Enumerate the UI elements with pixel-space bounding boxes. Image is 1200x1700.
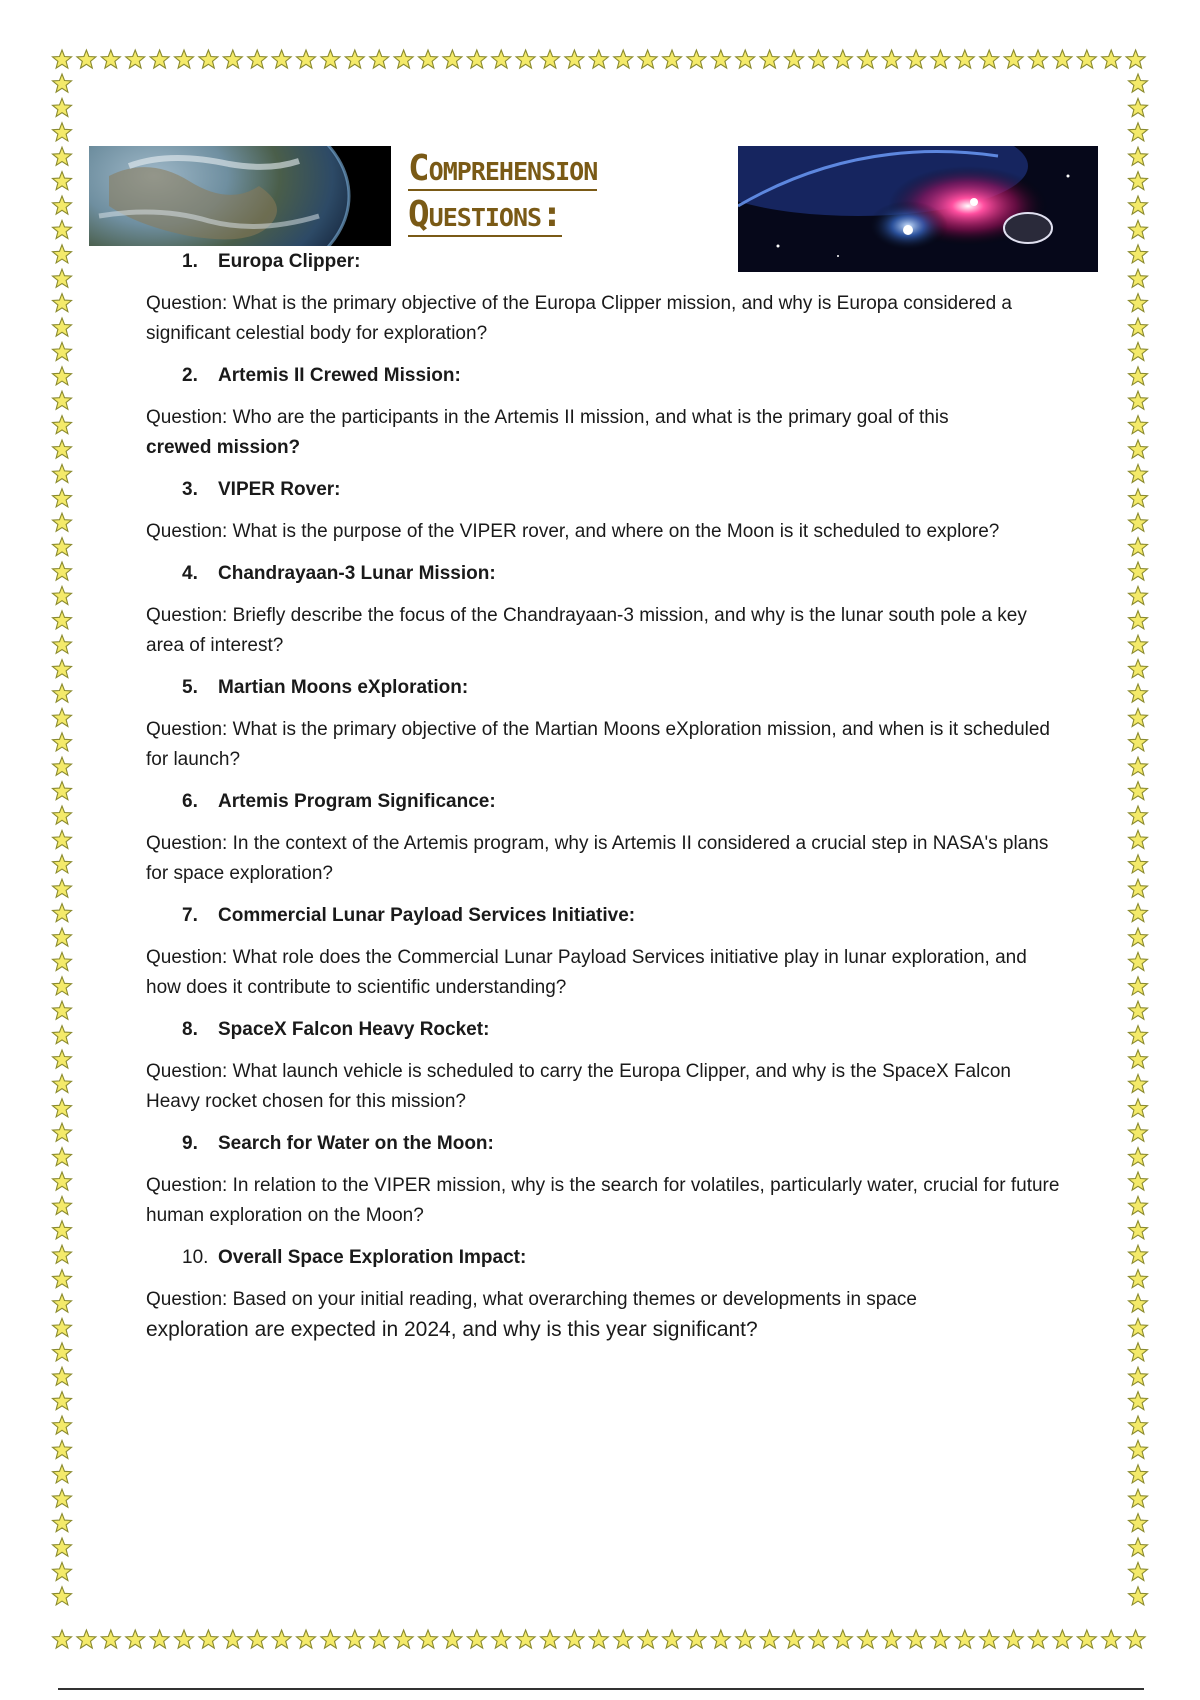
border-star-icon (53, 1465, 72, 1483)
border-star-icon (53, 513, 72, 531)
item-heading: SpaceX Falcon Heavy Rocket: (218, 1019, 490, 1040)
item-question-large: exploration are expected in 2024, and why is this year significant? (146, 1318, 758, 1341)
border-star-icon (53, 74, 72, 92)
border-star-icon (175, 50, 194, 68)
border-star-icon (638, 1630, 657, 1648)
star-border-left (50, 72, 74, 1628)
border-star-icon (1129, 1026, 1148, 1044)
item-question: Question: Who are the participants in the Artemis II mission, and what is the primary goal of this crewed mission? (146, 407, 949, 458)
border-star-icon (1129, 562, 1148, 580)
border-star-icon (1129, 855, 1148, 873)
list-item (146, 1132, 1066, 1231)
border-star-icon (53, 220, 72, 238)
border-star-icon (53, 538, 72, 556)
item-heading: Artemis Program Significance: (218, 791, 496, 812)
border-star-icon (1129, 1562, 1148, 1580)
border-star-icon (687, 1630, 706, 1648)
border-star-icon (53, 757, 72, 775)
border-star-icon (272, 1630, 291, 1648)
border-star-icon (53, 660, 72, 678)
border-star-icon (53, 1587, 72, 1605)
border-star-icon (199, 1630, 218, 1648)
border-star-icon (1129, 1148, 1148, 1166)
border-star-icon (1129, 172, 1148, 190)
border-star-icon (760, 50, 779, 68)
question-list (146, 250, 1066, 1361)
border-star-icon (53, 1001, 72, 1019)
border-star-icon (1129, 416, 1148, 434)
border-star-icon (1129, 1221, 1148, 1239)
border-star-icon (53, 1440, 72, 1458)
border-star-icon (1129, 123, 1148, 141)
border-star-icon (443, 1630, 462, 1648)
border-star-icon (1129, 1587, 1148, 1605)
border-star-icon (53, 1221, 72, 1239)
border-star-icon (53, 806, 72, 824)
border-star-icon (1129, 513, 1148, 531)
border-star-icon (248, 50, 267, 68)
border-star-icon (1129, 806, 1148, 824)
border-star-icon (1129, 733, 1148, 751)
border-star-icon (589, 1630, 608, 1648)
item-number: 5. (182, 677, 198, 698)
border-star-icon (223, 50, 242, 68)
border-star-icon (614, 50, 633, 68)
border-star-icon (1126, 1630, 1145, 1648)
border-star-icon (1129, 1050, 1148, 1068)
border-star-icon (785, 1630, 804, 1648)
border-star-icon (53, 1514, 72, 1532)
title-line-2: Questions: (408, 194, 562, 235)
border-star-icon (53, 1172, 72, 1190)
border-star-icon (53, 1074, 72, 1092)
border-star-icon (1129, 611, 1148, 629)
border-star-icon (833, 1630, 852, 1648)
border-star-icon (53, 1294, 72, 1312)
item-heading: Chandrayaan-3 Lunar Mission: (218, 563, 496, 584)
border-star-icon (321, 50, 340, 68)
border-star-icon (53, 1245, 72, 1263)
star-border-bottom (50, 1628, 1150, 1652)
border-star-icon (53, 635, 72, 653)
item-number: 7. (182, 905, 198, 926)
border-star-icon (53, 611, 72, 629)
border-star-icon (1129, 1074, 1148, 1092)
border-star-icon (321, 1630, 340, 1648)
border-star-icon (53, 904, 72, 922)
item-number: 2. (182, 365, 198, 386)
border-star-icon (1129, 74, 1148, 92)
border-star-icon (1102, 50, 1121, 68)
item-question: Question: In the context of the Artemis program, why is Artemis II considered a crucial step in NASA's plans for space exploration? (146, 833, 1049, 884)
border-star-icon (53, 245, 72, 263)
border-star-icon (419, 50, 438, 68)
item-question: Question: In relation to the VIPER mission, why is the search for volatiles, particularly water, crucial for future human exploration on the Moon? (146, 1175, 1060, 1226)
border-star-icon (101, 1630, 120, 1648)
border-star-icon (833, 50, 852, 68)
border-star-icon (1077, 50, 1096, 68)
border-star-icon (53, 269, 72, 287)
border-star-icon (53, 50, 72, 68)
border-star-icon (1129, 782, 1148, 800)
list-item (146, 478, 1066, 547)
border-star-icon (980, 50, 999, 68)
border-star-icon (1129, 1489, 1148, 1507)
border-star-icon (1129, 1196, 1148, 1214)
border-star-icon (53, 1026, 72, 1044)
border-star-icon (53, 1562, 72, 1580)
border-star-icon (53, 1148, 72, 1166)
border-star-icon (345, 1630, 364, 1648)
border-star-icon (53, 782, 72, 800)
item-heading: Commercial Lunar Payload Services Initiative: (218, 905, 636, 926)
border-star-icon (297, 1630, 316, 1648)
item-question: Question: What is the purpose of the VIPER rover, and where on the Moon is it scheduled to explore? (146, 521, 1000, 542)
item-question: Question: Briefly describe the focus of the Chandrayaan-3 mission, and why is the lunar south pole a key area of interest? (146, 605, 1027, 656)
border-star-icon (1029, 50, 1048, 68)
border-star-icon (809, 1630, 828, 1648)
border-star-icon (297, 50, 316, 68)
border-star-icon (53, 196, 72, 214)
border-star-icon (980, 1630, 999, 1648)
border-star-icon (1129, 1440, 1148, 1458)
border-star-icon (638, 50, 657, 68)
border-star-icon (589, 50, 608, 68)
border-star-icon (53, 1196, 72, 1214)
border-star-icon (53, 489, 72, 507)
border-star-icon (663, 1630, 682, 1648)
item-number: 8. (182, 1019, 198, 1040)
border-star-icon (223, 1630, 242, 1648)
border-star-icon (1129, 1123, 1148, 1141)
border-star-icon (809, 50, 828, 68)
border-star-icon (53, 1343, 72, 1361)
border-star-icon (1053, 1630, 1072, 1648)
border-star-icon (53, 928, 72, 946)
border-star-icon (1129, 1343, 1148, 1361)
border-star-icon (53, 855, 72, 873)
border-star-icon (1129, 464, 1148, 482)
border-star-icon (1053, 50, 1072, 68)
border-star-icon (1129, 952, 1148, 970)
border-star-icon (370, 1630, 389, 1648)
item-number: 9. (182, 1133, 198, 1154)
border-star-icon (516, 1630, 535, 1648)
border-star-icon (882, 50, 901, 68)
border-star-icon (53, 1416, 72, 1434)
border-star-icon (931, 50, 950, 68)
border-star-icon (101, 50, 120, 68)
border-star-icon (53, 1538, 72, 1556)
border-star-icon (1129, 220, 1148, 238)
border-star-icon (760, 1630, 779, 1648)
list-item (146, 790, 1066, 889)
border-star-icon (150, 50, 169, 68)
border-star-icon (1129, 1172, 1148, 1190)
border-star-icon (1129, 440, 1148, 458)
border-star-icon (1129, 586, 1148, 604)
border-star-icon (1129, 1270, 1148, 1288)
border-star-icon (907, 50, 926, 68)
border-star-icon (858, 1630, 877, 1648)
border-star-icon (907, 1630, 926, 1648)
border-star-icon (53, 1050, 72, 1068)
border-star-icon (53, 586, 72, 604)
border-star-icon (53, 1392, 72, 1410)
item-question: Question: What launch vehicle is scheduled to carry the Europa Clipper, and why is the SpaceX Falcon Heavy rocket chosen for this mission? (146, 1061, 1011, 1112)
item-heading: Europa Clipper: (218, 251, 361, 272)
border-star-icon (1129, 147, 1148, 165)
border-star-icon (53, 879, 72, 897)
item-heading: Search for Water on the Moon: (218, 1133, 494, 1154)
border-star-icon (370, 50, 389, 68)
border-star-icon (1129, 196, 1148, 214)
border-star-icon (1077, 1630, 1096, 1648)
border-star-icon (53, 1270, 72, 1288)
border-star-icon (1129, 708, 1148, 726)
border-star-icon (126, 50, 145, 68)
border-star-icon (541, 50, 560, 68)
list-item (146, 364, 1066, 463)
border-star-icon (53, 342, 72, 360)
border-star-icon (663, 50, 682, 68)
border-star-icon (394, 1630, 413, 1648)
border-star-icon (1129, 367, 1148, 385)
border-star-icon (955, 50, 974, 68)
border-star-icon (1102, 1630, 1121, 1648)
border-star-icon (53, 464, 72, 482)
border-star-icon (53, 318, 72, 336)
page-title (408, 146, 668, 238)
border-star-icon (711, 1630, 730, 1648)
border-star-icon (1129, 98, 1148, 116)
border-star-icon (467, 50, 486, 68)
item-number: 1. (182, 251, 198, 272)
border-star-icon (1129, 489, 1148, 507)
border-star-icon (1129, 928, 1148, 946)
border-star-icon (77, 50, 96, 68)
border-star-icon (53, 1367, 72, 1385)
border-star-icon (53, 1630, 72, 1648)
earth-from-space-image (89, 146, 391, 246)
border-star-icon (443, 50, 462, 68)
border-star-icon (1129, 977, 1148, 995)
border-star-icon (53, 952, 72, 970)
border-star-icon (53, 367, 72, 385)
border-star-icon (1129, 1001, 1148, 1019)
item-heading: Martian Moons eXploration: (218, 677, 469, 698)
item-question: Question: Based on your initial reading, what overarching themes or developments in space exploration are expected in 2024, and why is this year significant? (146, 1289, 917, 1341)
border-star-icon (150, 1630, 169, 1648)
border-star-icon (492, 1630, 511, 1648)
list-item (146, 562, 1066, 661)
border-star-icon (467, 1630, 486, 1648)
border-star-icon (1129, 391, 1148, 409)
border-star-icon (1129, 1367, 1148, 1385)
border-star-icon (53, 147, 72, 165)
border-star-icon (1129, 684, 1148, 702)
border-star-icon (345, 50, 364, 68)
border-star-icon (53, 977, 72, 995)
border-star-icon (492, 50, 511, 68)
list-item (146, 904, 1066, 1003)
border-star-icon (1129, 1294, 1148, 1312)
border-star-icon (565, 50, 584, 68)
border-star-icon (419, 1630, 438, 1648)
border-star-icon (1129, 879, 1148, 897)
item-question-bold: crewed mission? (146, 437, 301, 458)
item-number: 10. (182, 1247, 209, 1268)
border-star-icon (1129, 904, 1148, 922)
border-star-icon (736, 50, 755, 68)
border-star-icon (53, 440, 72, 458)
border-star-icon (53, 830, 72, 848)
border-star-icon (53, 1489, 72, 1507)
border-star-icon (175, 1630, 194, 1648)
title-line-1: Comprehension (408, 148, 598, 189)
border-star-icon (53, 123, 72, 141)
border-star-icon (516, 50, 535, 68)
border-star-icon (565, 1630, 584, 1648)
item-number: 4. (182, 563, 198, 584)
list-item (146, 250, 1066, 349)
border-star-icon (53, 1099, 72, 1117)
border-star-icon (53, 562, 72, 580)
item-heading: VIPER Rover: (218, 479, 341, 500)
star-border-right (1126, 72, 1150, 1628)
border-star-icon (53, 294, 72, 312)
item-question: Question: What is the primary objective of the Europa Clipper mission, and why is Europa considered a significant celestial body for exploration? (146, 293, 1012, 344)
border-star-icon (53, 684, 72, 702)
border-star-icon (614, 1630, 633, 1648)
list-item (146, 1246, 1066, 1346)
footer-rule (58, 1688, 1144, 1690)
border-star-icon (785, 50, 804, 68)
border-star-icon (1129, 538, 1148, 556)
border-star-icon (955, 1630, 974, 1648)
border-star-icon (1129, 1245, 1148, 1263)
item-number: 3. (182, 479, 198, 500)
border-star-icon (1129, 342, 1148, 360)
border-star-icon (1129, 1465, 1148, 1483)
border-star-icon (53, 416, 72, 434)
border-star-icon (1129, 635, 1148, 653)
border-star-icon (53, 391, 72, 409)
border-star-icon (1129, 1538, 1148, 1556)
border-star-icon (53, 1123, 72, 1141)
item-heading: Overall Space Exploration Impact: (218, 1247, 527, 1268)
item-heading: Artemis II Crewed Mission: (218, 365, 461, 386)
border-star-icon (199, 50, 218, 68)
border-star-icon (53, 172, 72, 190)
border-star-icon (711, 50, 730, 68)
border-star-icon (931, 1630, 950, 1648)
border-star-icon (1129, 660, 1148, 678)
border-star-icon (1129, 757, 1148, 775)
border-star-icon (53, 1318, 72, 1336)
border-star-icon (1129, 1392, 1148, 1410)
border-star-icon (736, 1630, 755, 1648)
border-star-icon (1129, 245, 1148, 263)
border-star-icon (1029, 1630, 1048, 1648)
border-star-icon (1129, 1514, 1148, 1532)
border-star-icon (248, 1630, 267, 1648)
border-star-icon (126, 1630, 145, 1648)
border-star-icon (858, 50, 877, 68)
list-item (146, 676, 1066, 775)
item-question: Question: What is the primary objective of the Martian Moons eXploration mission, and when is it scheduled for launch? (146, 719, 1051, 770)
border-star-icon (394, 50, 413, 68)
border-star-icon (687, 50, 706, 68)
star-border-top (50, 48, 1150, 72)
border-star-icon (1129, 269, 1148, 287)
border-star-icon (1126, 50, 1145, 68)
border-star-icon (1004, 1630, 1023, 1648)
item-question: Question: What role does the Commercial Lunar Payload Services initiative play in lunar exploration, and how does it contribute to scientific understanding? (146, 947, 1027, 998)
border-star-icon (53, 733, 72, 751)
border-star-icon (1129, 294, 1148, 312)
item-number: 6. (182, 791, 198, 812)
border-star-icon (882, 1630, 901, 1648)
border-star-icon (1129, 1318, 1148, 1336)
border-star-icon (1004, 50, 1023, 68)
border-star-icon (272, 50, 291, 68)
border-star-icon (53, 98, 72, 116)
border-star-icon (541, 1630, 560, 1648)
border-star-icon (1129, 1099, 1148, 1117)
border-star-icon (53, 708, 72, 726)
border-star-icon (1129, 1416, 1148, 1434)
border-star-icon (77, 1630, 96, 1648)
border-star-icon (1129, 318, 1148, 336)
list-item (146, 1018, 1066, 1117)
border-star-icon (1129, 830, 1148, 848)
